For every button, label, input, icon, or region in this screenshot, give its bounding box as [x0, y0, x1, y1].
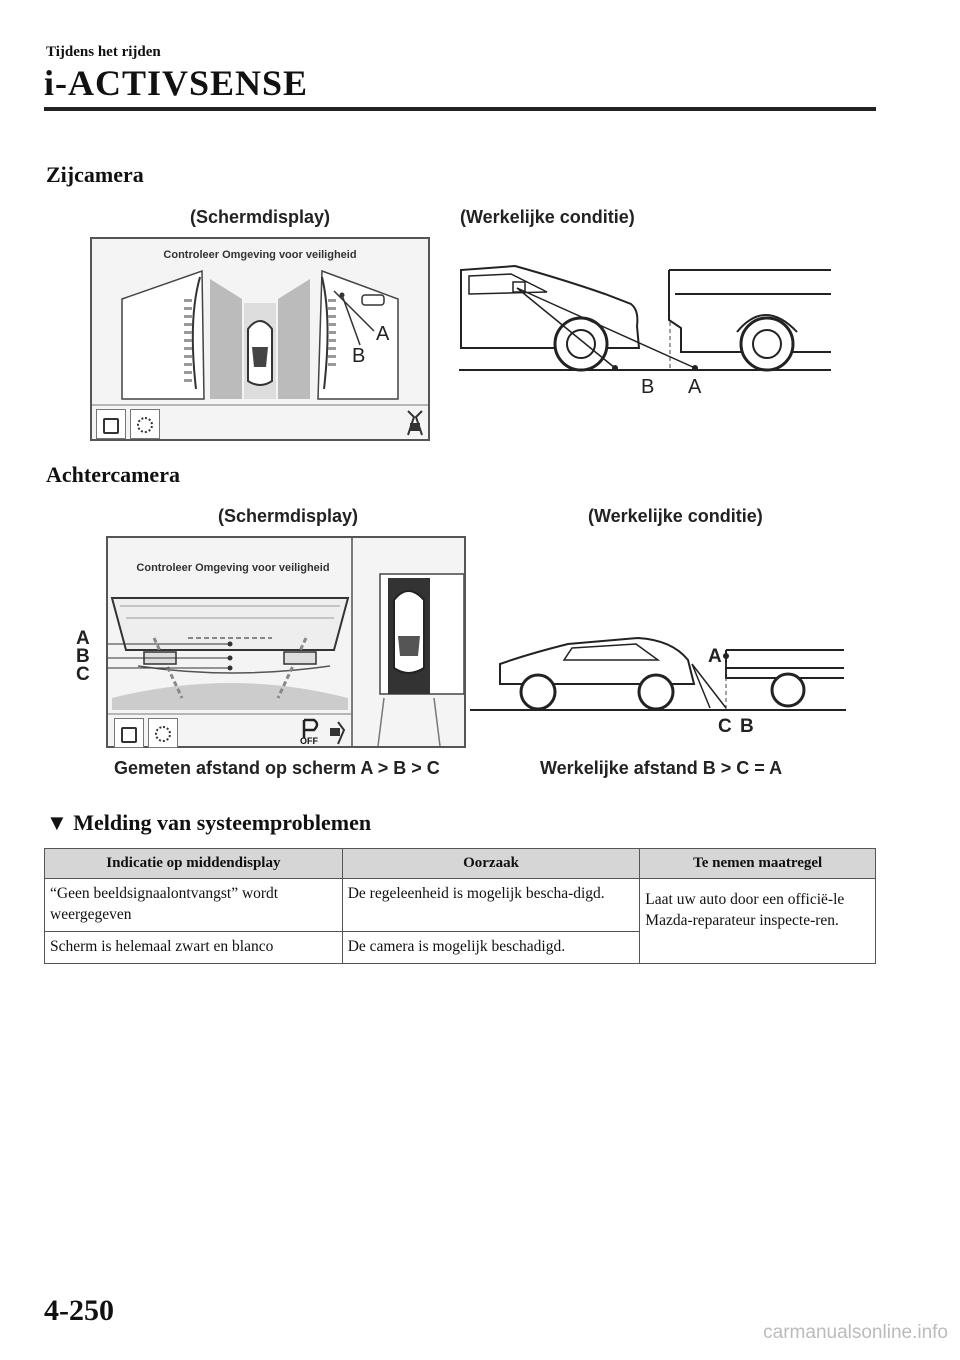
parking-sensor-off-label: OFF — [300, 736, 318, 746]
page-number: 4-250 — [44, 1294, 114, 1327]
side-actual-illustration — [455, 252, 835, 384]
side-screen-caption: (Schermdisplay) — [190, 207, 331, 227]
watermark: carmanualsonline.info — [763, 1322, 948, 1343]
cause-cell: De regeleenheid is mogelijk bescha-digd. — [342, 879, 640, 932]
rear-actual-caption: (Werkelijke conditie) — [588, 506, 763, 526]
gear-icon — [137, 417, 153, 433]
rear-camera-toggle-button[interactable] — [114, 718, 144, 748]
header-rule — [44, 107, 876, 111]
cause-cell: De camera is mogelijk beschadigd. — [342, 932, 640, 964]
rear-camera-heading: Achtercamera — [46, 462, 180, 487]
table-header-row — [45, 849, 876, 879]
indication-cell: “Geen beeldsignaalontvangst” wordt weergegeven — [45, 879, 343, 932]
rear-actual-illustration — [468, 624, 848, 720]
rear-settings-button[interactable] — [148, 718, 178, 748]
gear-icon — [155, 726, 171, 742]
rear-actual-label-b: B — [740, 716, 754, 737]
indication-cell: Scherm is helemaal zwart en blanco — [45, 932, 343, 964]
rear-actual-label-c: C — [718, 716, 732, 737]
side-actual-label-b: B — [641, 376, 655, 398]
column-header: Te nemen maatregel — [640, 849, 876, 879]
side-screen-title: Controleer Omgeving voor veiligheid — [163, 249, 357, 261]
side-actual-label-a: A — [688, 376, 702, 398]
side-camera-heading: Zijcamera — [46, 162, 144, 187]
page-title: i-ACTIVSENSE — [44, 63, 309, 103]
rear-screen-label-a: A — [76, 628, 90, 649]
triangle-down-icon: ▼ — [46, 810, 68, 835]
notification-table — [44, 848, 876, 964]
rear-screen-label-c: C — [76, 664, 90, 685]
side-screen-label-b: B — [352, 345, 366, 367]
side-settings-button[interactable] — [130, 409, 160, 439]
rear-screen-title: Controleer Omgeving voor veiligheid — [136, 562, 330, 574]
side-camera-toggle-button[interactable] — [96, 409, 126, 439]
action-cell: Laat uw auto door een officië-le Mazda-reparateur inspecte-ren. — [640, 879, 876, 964]
running-header: Tijdens het rijden — [46, 44, 161, 60]
rear-screen-display — [106, 536, 466, 748]
side-actual-caption: (Werkelijke conditie) — [460, 207, 635, 227]
rear-actual-measure-caption: Werkelijke afstand B > C = A — [540, 758, 783, 778]
notification-heading: ▼ Melding van systeemproblemen — [46, 810, 372, 835]
rear-screen-caption: (Schermdisplay) — [218, 506, 359, 526]
rear-actual-label-a: A — [708, 646, 722, 667]
rear-screen-label-b: B — [76, 646, 90, 667]
column-header: Oorzaak — [342, 849, 640, 879]
rear-screen-graphic — [108, 538, 464, 746]
side-screen-label-a: A — [376, 323, 390, 345]
column-header: Indicatie op middendisplay — [45, 849, 343, 879]
table-row — [45, 879, 876, 932]
side-screen-display — [90, 237, 430, 441]
rear-screen-measure-caption: Gemeten afstand op scherm A > B > C — [114, 758, 440, 778]
camera-icon — [103, 418, 119, 434]
camera-icon — [121, 727, 137, 743]
